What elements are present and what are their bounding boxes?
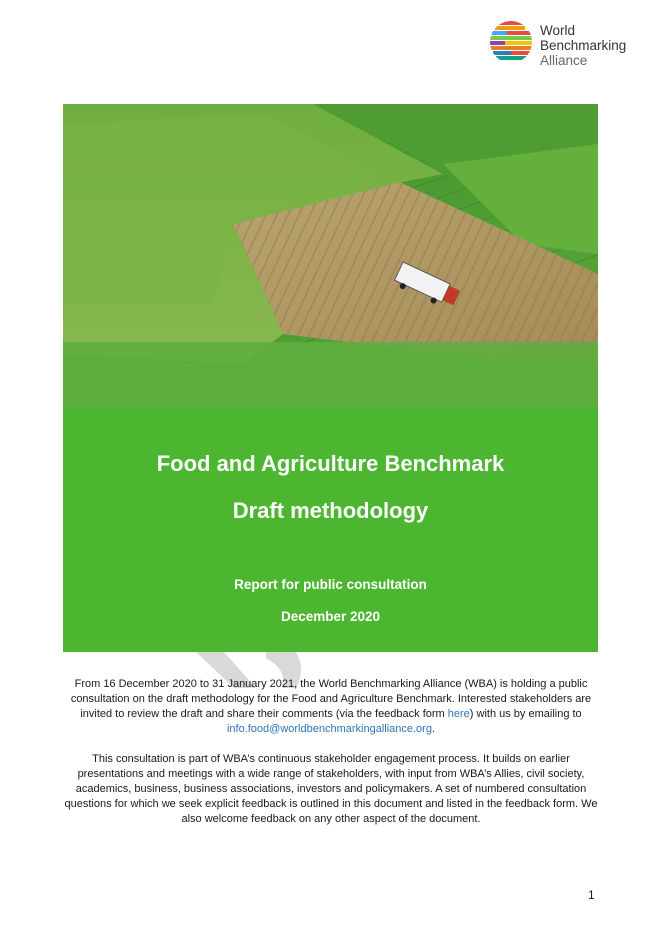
consultation-paragraph: This consultation is part of WBA’s continuous stakeholder engagement process. It builds on earlier presentations and meetings with a wide range of stakeholders, with input from WBA’s Allies, civil society, academics, business, business associations, investors and policymakers. A set of numbered consultation questions for which we seek explicit feedback is outlined in this document and listed in the feedback form. We also welcome feedback on any other aspect of the document. [64,753,598,825]
intro-text-3: . [431,723,436,735]
logo-line-2: Benchmarking [540,38,627,53]
report-label: Report for public consultation [234,577,427,592]
wba-logo [489,20,649,68]
logo-line-3: Alliance [540,53,588,68]
report-date: December 2020 [280,609,381,624]
feedback-form-link[interactable]: here [447,708,470,720]
intro-text-2: ) with us by emailing to [469,708,582,720]
document-title: Food and Agriculture Benchmark [156,451,505,476]
cover-photo [63,104,598,407]
intro-text-1: From 16 December 2020 to 31 January 2021, the World Benchmarking Alliance (WBA) is holding a public consultation on the draft methodology for the Food and Agriculture Benchmark. Interested stakeholders are invited to review the draft and share their comments (via the feedback form [70,678,592,720]
logo-wordmark [540,23,626,68]
title-panel [63,407,598,652]
email-link[interactable]: info.food@worldbenchmarkingalliance.org [226,723,432,735]
page-number: 1 [588,888,595,902]
document-subtitle: Draft methodology [232,498,429,523]
intro-paragraph [60,677,602,737]
logo-line-1: World [540,23,576,38]
wba-logo-mark-icon [489,20,533,64]
sugarcane-field-image [63,104,598,407]
